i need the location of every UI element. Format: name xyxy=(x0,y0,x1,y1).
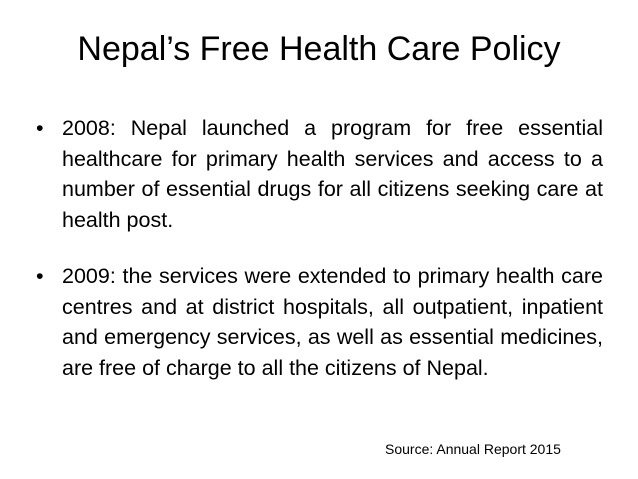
bullet-marker: • xyxy=(36,116,44,140)
bullet-item-2008 xyxy=(36,113,603,235)
bullet-list xyxy=(36,113,603,409)
source-citation: Source: Annual Report 2015 xyxy=(385,441,561,457)
bullet-marker: • xyxy=(36,264,44,288)
bullet-text-2008: 2008: Nepal launched a program for free essential healthcare for primary health services and access to a number of essential drugs for all citizens seeking care at health post. xyxy=(62,116,603,232)
bullet-text-2009: 2009: the services were extended to primary health care centres and at district hospitals, all outpatient, inpatient and emergency services, as well as essential medicines, are free of charge to all the citizens of Nepal. xyxy=(62,264,603,380)
slide-title: Nepal’s Free Health Care Policy xyxy=(77,30,561,68)
bullet-item-2009 xyxy=(36,261,603,383)
